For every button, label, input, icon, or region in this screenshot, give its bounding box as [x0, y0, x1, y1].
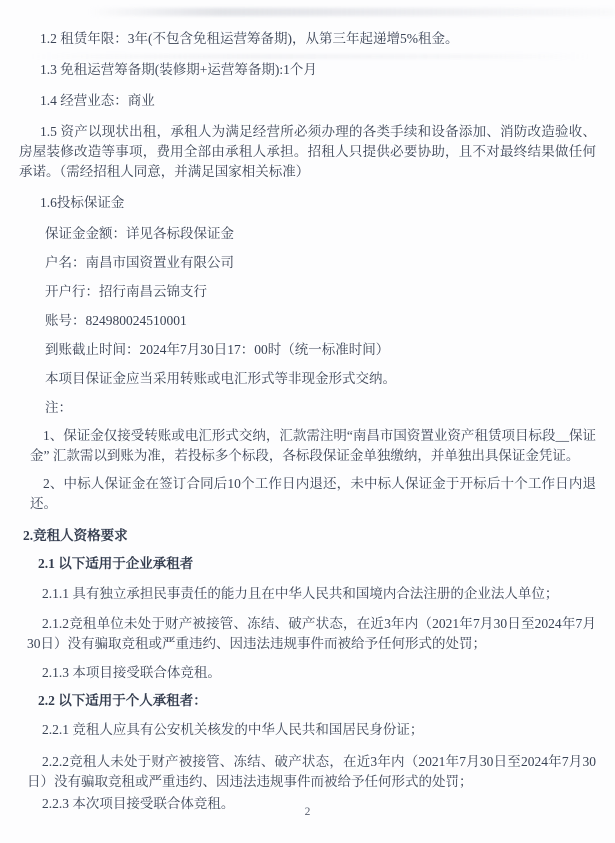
- note-1: 1、保证金仅接受转账或电汇形式交纳，汇款需注明“南昌市国资置业资产租赁项目标段__保证金” 汇款需以到账为准，若投标多个标段，各标段保证金单独缴纳，并单独出具保证金凭证。: [30, 428, 596, 463]
- clause-2-1-2: 2.1.2竞租单位未处于财产被接管、冻结、破产状态，在近3年内（2021年7月30日至2024年7月30日）没有骗取竞租或严重违约、因违法违规事件而被给予任何形式的处罚；: [27, 616, 596, 651]
- arrival-deadline: 到账截止时间：2024年7月30日17：00时（统一标准时间）: [45, 342, 390, 357]
- bank-branch: 开户行：招行南昌云锦支行: [45, 284, 207, 299]
- page-number: 2: [304, 806, 311, 818]
- scan-artifact-top: [88, 8, 615, 16]
- notes-label: 注：: [45, 400, 72, 415]
- clause-2-2-1: 2.2.1 竞租人应具有公安机关核发的中华人民共和国居民身份证；: [42, 722, 424, 737]
- section-2-1-title: 2.1 以下适用于企业承租者: [38, 556, 194, 571]
- item-asset-as-is: 1.5 资产以现状出租，承租人为满足经营所必须办理的各类手续和设备添加、消防改造验收、房屋装修改造等事项，费用全部由承租人承担。招租人只提供必要协助，且不对最终结果做任何承诺。（需经招租人同意，并满足国家相关标准）: [19, 124, 596, 179]
- clause-2-1-1: 2.1.1 具有独立承担民事责任的能力且在中华人民共和国境内合法注册的企业法人单位；: [42, 586, 559, 601]
- item-business-type: 1.4 经营业态：商业: [40, 93, 155, 108]
- clause-2-2-2: 2.2.2竞租人未处于财产被接管、冻结、破产状态，在近3年内（2021年7月30日至2024年7月30日）没有骗取竞租或严重违约、因违法违规事件而被给予任何形式的处罚；: [27, 754, 596, 789]
- document-body: [19, 29, 596, 816]
- section-2-2-title: 2.2 以下适用于个人承租者：: [38, 693, 207, 708]
- account-number: 账号：824980024510001: [45, 313, 187, 328]
- deposit-amount: 保证金金额：详见各标段保证金: [45, 226, 234, 241]
- item-bid-deposit: 1.6投标保证金: [40, 195, 125, 210]
- account-holder-name: 户名：南昌市国资置业有限公司: [45, 255, 234, 270]
- clause-2-1-3: 2.1.3 本项目接受联合体竞租。: [42, 665, 221, 680]
- item-lease-term: 1.2 租赁年限：3年(不包含免租运营筹备期)，从第三年起递增5%租金。: [40, 31, 459, 46]
- payment-form: 本项目保证金应当采用转账或电汇形式等非现金形式交纳。: [45, 371, 396, 386]
- clause-2-2-3: 2.2.3 本次项目接受联合体竞租。: [42, 796, 235, 811]
- section-2-title: 2.竞租人资格要求: [23, 528, 128, 543]
- item-rent-free-period: 1.3 免租运营筹备期(装修期+运营筹备期):1个月: [40, 62, 317, 77]
- note-2: 2、中标人保证金在签订合同后10个工作日内退还，未中标人保证金于开标后十个工作日内退还。: [30, 476, 596, 511]
